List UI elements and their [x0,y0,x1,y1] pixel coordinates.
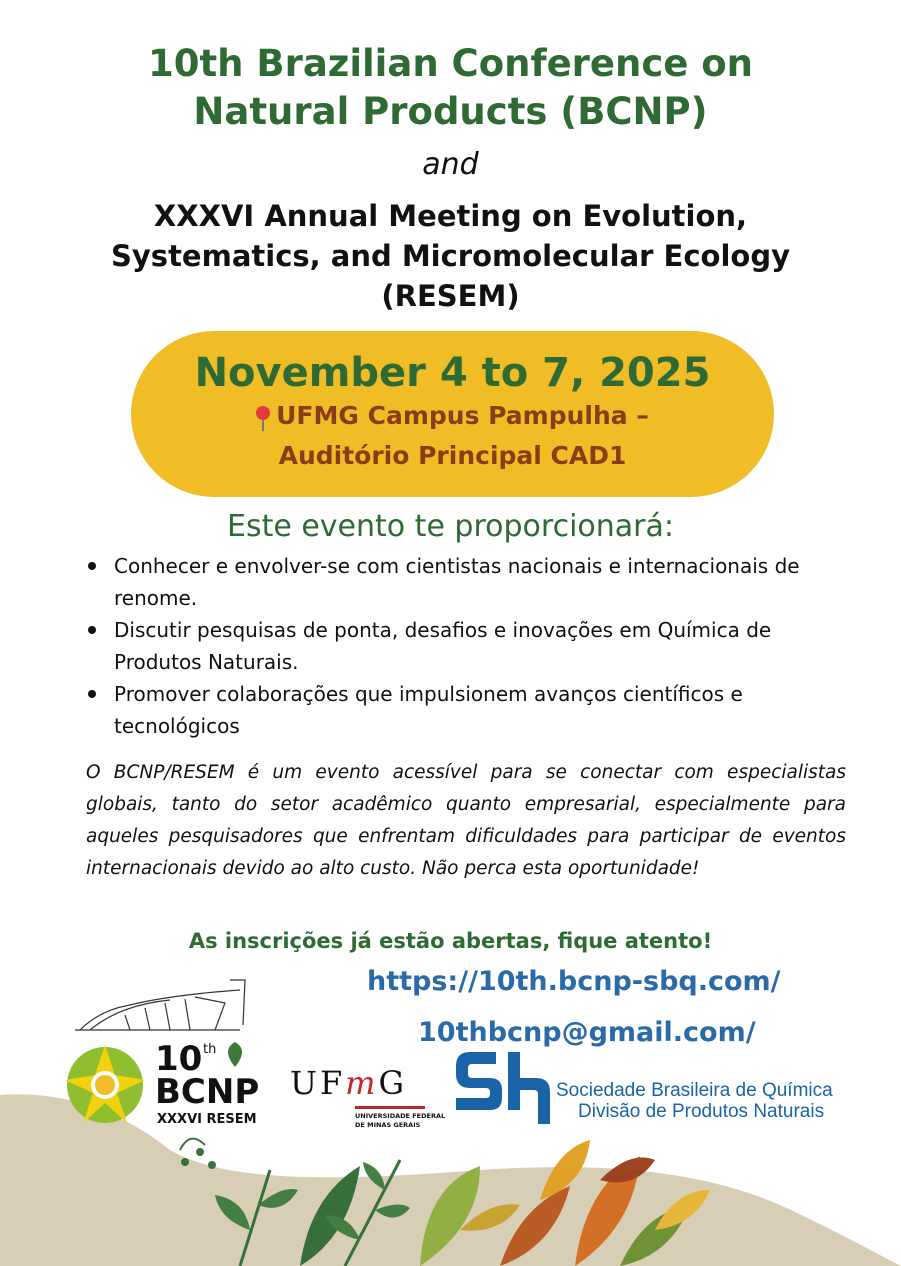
conference-title [0,40,901,136]
ufmg-letter-u: U [290,1064,320,1102]
bcnp-name: BCNP [155,1072,260,1112]
benefits-heading: Este evento te proporcionará: [227,509,674,544]
ufmg-subtitle-line2: DE MINAS GERAIS [355,1121,421,1129]
sbq-name-line1: Sociedade Brasileira de Química [556,1080,833,1101]
and-connector: and [422,147,479,182]
email-link[interactable]: 10thbcnp@gmail.com/ [418,1017,756,1048]
flower-icon [65,1045,145,1123]
website-link[interactable]: https://10th.bcnp-sbq.com/ [367,966,781,997]
list-item-text: Conhecer e envolver-se com cientistas nacionais e internacionais de renome. [114,554,800,610]
list-item [84,614,844,678]
ufmg-divider [355,1106,425,1109]
meeting-title-line3: (RESEM) [381,279,520,313]
list-item [84,678,844,742]
ufmg-letter-g: G [378,1064,408,1102]
list-item-text: Discutir pesquisas de ponta, desafios e inovações em Química de Produtos Naturais. [114,618,772,674]
meeting-title [60,196,841,316]
event-date: November 4 to 7, 2025 [194,350,711,396]
round-pushpin-icon [256,406,270,420]
building-sketch [75,980,245,1030]
bcnp-subtitle: XXXVI RESEM [157,1112,257,1127]
bcnp-suffix: th [203,1042,217,1057]
meeting-title-line2: Systematics, and Micromolecular Ecology [111,239,790,273]
conference-title-line1: 10th Brazilian Conference on [147,42,754,85]
ufmg-letter-m: m [345,1064,379,1102]
bcnp-number: 10 [155,1039,203,1079]
bullet-icon [88,626,96,634]
list-item [84,550,844,614]
bullet-icon [88,690,96,698]
meeting-title-line1: XXXVI Annual Meeting on Evolution, [153,199,748,233]
ufmg-subtitle-line1: UNIVERSIDADE FEDERAL [355,1112,446,1120]
benefits-list [84,550,844,742]
event-description: O BCNP/RESEM é um evento acessível para se conectar com especialistas globais, tanto do setor acadêmico quanto empresarial, especialmente para aqueles pesquisadores que enfrentam dificuldades para participar de eventos internacionais devido ao alto custo. Não perca esta oportunidade! [86,762,846,879]
venue-line2: Auditório Principal CAD1 [278,441,627,470]
sbq-logo-icon [456,1052,550,1124]
venue-line1: UFMG Campus Pampulha – [276,401,649,430]
sbq-name-line2: Divisão de Produtos Naturais [578,1101,825,1122]
list-item-text: Promover colaborações que impulsionem avanços científicos e tecnológicos [114,682,743,738]
ufmg-letter-f: F [319,1064,346,1102]
registration-cta: As inscrições já estão abertas, fique atento! [188,929,713,953]
event-venue [131,396,774,476]
bullet-icon [88,562,96,570]
ufmg-logo [290,1063,407,1103]
conference-title-line2: Natural Products (BCNP) [193,90,708,133]
leaf-icon [228,1042,242,1067]
